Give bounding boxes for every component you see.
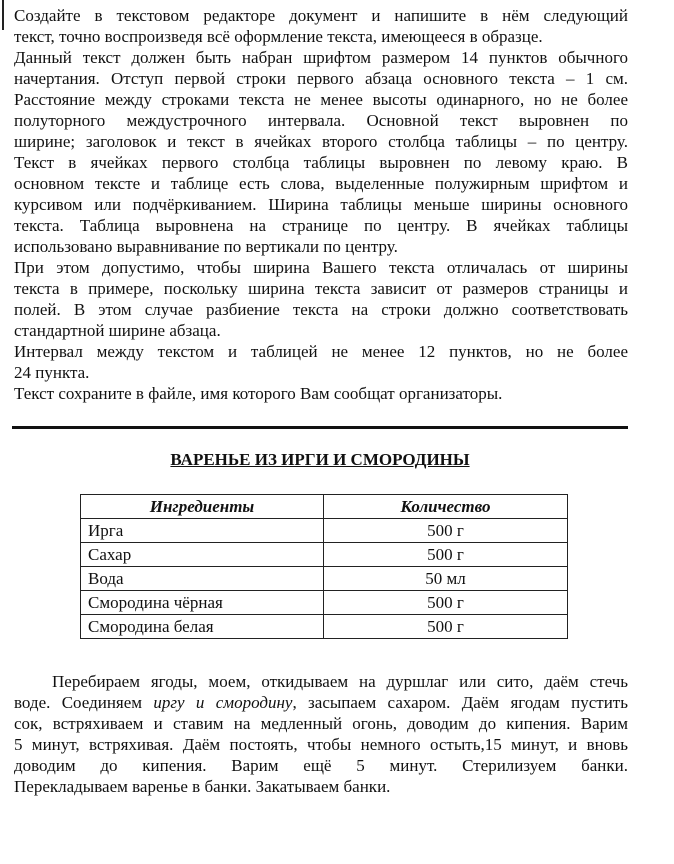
recipe-line: сок, встряхиваем и ставим на медленный огонь, доводим до кипения. Варим <box>14 714 628 733</box>
instruction-line: Данный текст должен быть набран шрифтом размером 14 пунктов обычного <box>14 48 628 67</box>
horizontal-divider <box>12 426 628 429</box>
ingredients-table <box>80 494 568 639</box>
quantity-cell: 50 мл <box>324 567 568 591</box>
instruction-line: текст, точно воспроизведя всё оформление текста, имеющееся в образце. <box>14 27 543 46</box>
instruction-line: Интервал между текстом и таблицей не менее 12 пунктов, но не более <box>14 342 628 361</box>
recipe-line: 5 минут, встряхивая. Даём постоять, чтобы немного остыть,15 минут, и вновь <box>14 735 628 754</box>
instruction-line: Расстояние между строками текста не менее высоты одинарного, но не более <box>14 90 628 109</box>
table-row <box>81 519 568 543</box>
instruction-line: курсивом или подчёркиванием. Ширина таблицы меньше ширины основного <box>14 195 628 214</box>
instruction-line: текста. Таблица выровнена на странице по центру. В ячейках таблицы <box>14 216 628 235</box>
instruction-line: начертания. Отступ первой строки первого абзаца основного текста – 1 см. <box>14 69 628 88</box>
recipe-line <box>14 692 628 713</box>
quantity-cell: 500 г <box>324 591 568 615</box>
recipe-paragraph <box>14 671 628 797</box>
instruction-line: При этом допустимо, чтобы ширина Вашего текста отличалась от ширины <box>14 258 628 277</box>
recipe-italic-text: иргу и смородину <box>153 693 293 712</box>
table-row <box>81 567 568 591</box>
table-row <box>81 591 568 615</box>
recipe-line: доводим до кипения. Варим ещё 5 минут. Стерилизуем банки. <box>14 756 628 775</box>
instruction-line: полей. В этом случае разбиение текста на строки должно соответствовать <box>14 300 628 319</box>
table-row <box>81 543 568 567</box>
instruction-line: Текст в ячейках первого столбца таблицы выровнен по левому краю. В <box>14 153 628 172</box>
instruction-line: полуторного междустрочного интервала. Основной текст выровнен по <box>14 111 628 130</box>
header-ingredients: Ингредиенты <box>81 495 324 519</box>
text-cursor <box>2 0 4 30</box>
ingredient-cell: Ирга <box>81 519 324 543</box>
quantity-cell: 500 г <box>324 543 568 567</box>
instruction-line: основном тексте и таблице есть слова, выделенные полужирным шрифтом и <box>14 174 628 193</box>
instruction-line: Текст сохраните в файле, имя которого Вам сообщат организаторы. <box>14 384 503 403</box>
header-quantity: Количество <box>324 495 568 519</box>
recipe-text: воде. Соединяем <box>14 693 154 712</box>
recipe-line: Перебираем ягоды, моем, откидываем на дуршлаг или сито, даём стечь <box>52 672 628 691</box>
document-title: ВАРЕНЬЕ ИЗ ИРГИ И СМОРОДИНЫ <box>170 450 470 469</box>
ingredient-cell: Сахар <box>81 543 324 567</box>
ingredient-cell: Вода <box>81 567 324 591</box>
table-header-row <box>81 495 568 519</box>
ingredient-cell: Смородина чёрная <box>81 591 324 615</box>
table-row <box>81 615 568 639</box>
recipe-text: , засыпаем сахаром. Даём ягодам пустить <box>292 693 628 712</box>
instructions-text <box>14 5 628 404</box>
instruction-line: стандартной ширине абзаца. <box>14 321 221 340</box>
quantity-cell: 500 г <box>324 519 568 543</box>
instruction-line: 24 пункта. <box>14 363 90 382</box>
instruction-line: текста в примере, поскольку ширина текста зависит от размеров страницы и <box>14 279 628 298</box>
recipe-line: Перекладываем варенье в банки. Закатываем банки. <box>14 777 391 796</box>
instruction-line: ширине; заголовок и текст в ячейках второго столбца таблицы – по центру. <box>14 132 628 151</box>
instruction-line: использовано выравнивание по вертикали по центру. <box>14 237 398 256</box>
ingredient-cell: Смородина белая <box>81 615 324 639</box>
instruction-line: Создайте в текстовом редакторе документ и напишите в нём следующий <box>14 6 628 25</box>
quantity-cell: 500 г <box>324 615 568 639</box>
